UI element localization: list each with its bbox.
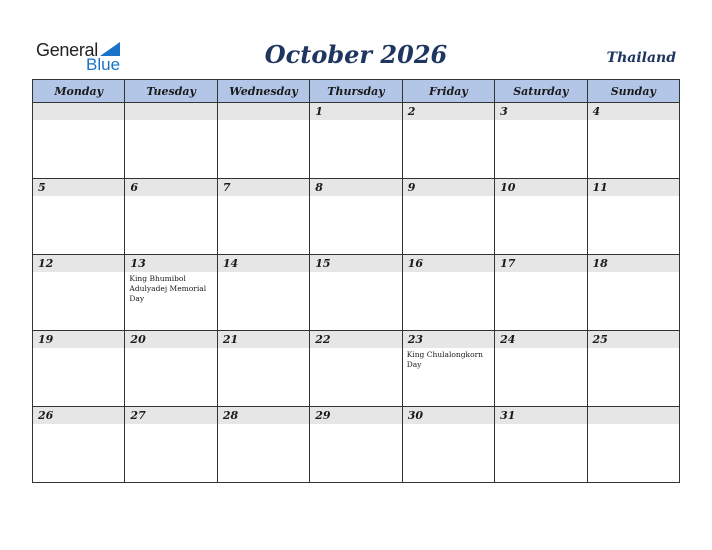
week-row <box>33 179 680 255</box>
day-number <box>125 103 216 120</box>
day-cell[interactable] <box>402 407 494 483</box>
holiday-event <box>403 272 494 274</box>
day-cell[interactable] <box>587 255 679 331</box>
day-number: 1 <box>310 103 401 120</box>
day-number: 23 <box>403 331 494 348</box>
holiday-event <box>403 120 494 122</box>
day-cell[interactable] <box>587 103 679 179</box>
holiday-event <box>125 348 216 350</box>
holiday-event <box>218 120 309 122</box>
page-title: October 2026 <box>264 40 448 69</box>
day-cell[interactable] <box>587 331 679 407</box>
day-cell[interactable] <box>217 407 309 483</box>
day-number: 31 <box>495 407 586 424</box>
day-cell[interactable] <box>402 103 494 179</box>
holiday-event <box>495 196 586 198</box>
day-cell[interactable] <box>125 103 217 179</box>
country-label: Thailand <box>606 50 676 66</box>
holiday-event <box>125 120 216 122</box>
holiday-event <box>310 196 401 198</box>
holiday-event <box>33 120 124 122</box>
day-number: 4 <box>588 103 679 120</box>
weekday-header-sunday: Sunday <box>587 80 679 103</box>
week-row <box>33 407 680 483</box>
day-number: 24 <box>495 331 586 348</box>
day-number: 11 <box>588 179 679 196</box>
week-row <box>33 255 680 331</box>
weekday-header-friday: Friday <box>402 80 494 103</box>
holiday-event <box>495 424 586 426</box>
day-cell[interactable] <box>587 179 679 255</box>
weekday-header-saturday: Saturday <box>495 80 587 103</box>
day-cell[interactable] <box>310 179 402 255</box>
calendar-grid <box>32 79 680 483</box>
day-number: 15 <box>310 255 401 272</box>
day-cell[interactable] <box>33 331 125 407</box>
day-cell[interactable] <box>402 255 494 331</box>
day-number <box>218 103 309 120</box>
holiday-event <box>495 120 586 122</box>
day-number: 17 <box>495 255 586 272</box>
day-cell[interactable] <box>125 407 217 483</box>
day-cell[interactable] <box>33 179 125 255</box>
day-cell[interactable] <box>125 255 217 331</box>
holiday-event <box>310 120 401 122</box>
weekday-header-tuesday: Tuesday <box>125 80 217 103</box>
day-number: 28 <box>218 407 309 424</box>
day-cell[interactable] <box>310 255 402 331</box>
holiday-event <box>310 348 401 350</box>
day-number: 27 <box>125 407 216 424</box>
week-row <box>33 103 680 179</box>
day-cell[interactable] <box>495 179 587 255</box>
day-number: 6 <box>125 179 216 196</box>
day-number: 9 <box>403 179 494 196</box>
holiday-event <box>33 348 124 350</box>
day-cell[interactable] <box>217 331 309 407</box>
holiday-event <box>403 424 494 426</box>
holiday-event <box>588 424 679 426</box>
day-number: 12 <box>33 255 124 272</box>
holiday-event <box>33 196 124 198</box>
logo-text-general: General <box>36 40 98 60</box>
calendar-body <box>33 103 680 483</box>
holiday-event <box>218 348 309 350</box>
day-number: 7 <box>218 179 309 196</box>
day-cell[interactable] <box>587 407 679 483</box>
day-cell[interactable] <box>495 103 587 179</box>
day-number: 26 <box>33 407 124 424</box>
holiday-event <box>495 348 586 350</box>
day-cell[interactable] <box>125 179 217 255</box>
day-number: 20 <box>125 331 216 348</box>
day-number: 5 <box>33 179 124 196</box>
holiday-event <box>218 424 309 426</box>
day-cell[interactable] <box>217 179 309 255</box>
day-number: 19 <box>33 331 124 348</box>
day-number: 2 <box>403 103 494 120</box>
holiday-event <box>588 120 679 122</box>
holiday-event <box>588 196 679 198</box>
day-cell[interactable] <box>310 331 402 407</box>
day-cell[interactable] <box>217 103 309 179</box>
holiday-event <box>33 272 124 274</box>
holiday-event: King Chulalongkorn Day <box>406 350 483 369</box>
week-row <box>33 331 680 407</box>
day-number: 3 <box>495 103 586 120</box>
day-cell[interactable] <box>310 407 402 483</box>
day-cell[interactable] <box>495 407 587 483</box>
day-number: 14 <box>218 255 309 272</box>
day-number: 8 <box>310 179 401 196</box>
day-number: 30 <box>403 407 494 424</box>
day-number: 13 <box>125 255 216 272</box>
holiday-event <box>218 196 309 198</box>
logo-text-blue: Blue <box>86 55 121 74</box>
day-cell[interactable] <box>217 255 309 331</box>
weekday-header-row <box>33 80 680 103</box>
holiday-event <box>310 424 401 426</box>
day-cell[interactable] <box>33 103 125 179</box>
holiday-event: King Bhumibol Adulyadej Memorial Day <box>129 274 207 303</box>
day-number: 29 <box>310 407 401 424</box>
day-cell[interactable] <box>402 331 494 407</box>
holiday-event <box>310 272 401 274</box>
holiday-event <box>403 196 494 198</box>
weekday-header-wednesday: Wednesday <box>217 80 309 103</box>
weekday-header-thursday: Thursday <box>310 80 402 103</box>
day-number: 22 <box>310 331 401 348</box>
day-cell[interactable] <box>402 179 494 255</box>
holiday-event <box>588 272 679 274</box>
day-number: 16 <box>403 255 494 272</box>
day-cell[interactable] <box>495 331 587 407</box>
day-number: 21 <box>218 331 309 348</box>
holiday-event <box>125 196 216 198</box>
day-cell[interactable] <box>495 255 587 331</box>
day-cell[interactable] <box>33 407 125 483</box>
day-cell[interactable] <box>33 255 125 331</box>
weekday-header-monday: Monday <box>33 80 125 103</box>
holiday-event <box>495 272 586 274</box>
day-number <box>33 103 124 120</box>
day-number: 18 <box>588 255 679 272</box>
day-number <box>588 407 679 424</box>
day-cell[interactable] <box>310 103 402 179</box>
day-number: 25 <box>588 331 679 348</box>
holiday-event <box>125 424 216 426</box>
holiday-event <box>588 348 679 350</box>
holiday-event <box>218 272 309 274</box>
day-cell[interactable] <box>125 331 217 407</box>
day-number: 10 <box>495 179 586 196</box>
holiday-event <box>33 424 124 426</box>
